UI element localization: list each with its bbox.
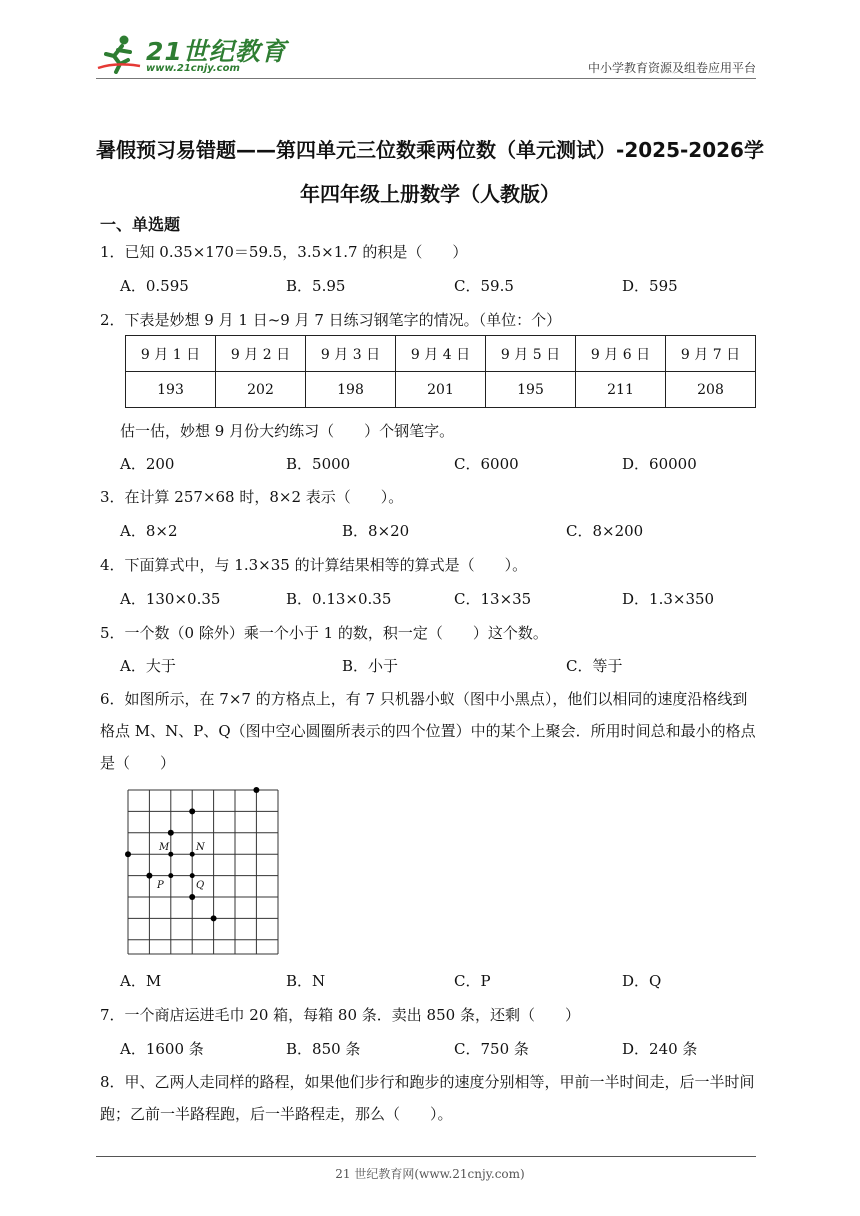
option-a: A．1600 条: [120, 1040, 204, 1058]
header-platform-text: 中小学教育资源及组卷应用平台: [587, 61, 756, 75]
table-cell: 195: [486, 372, 576, 408]
table-cell: 201: [396, 372, 486, 408]
option-b: B．8×20: [342, 522, 410, 540]
header-divider: [96, 78, 756, 79]
option-d: D．60000: [622, 455, 697, 473]
footer-divider: [96, 1156, 756, 1157]
option-c: C．13×35: [454, 590, 532, 608]
table-cell: 198: [306, 372, 396, 408]
question-8: 8．甲、乙两人走同样的路程，如果他们步行和跑步的速度分别相等，甲前一半时间走，后一半时间跑；乙前一半路程跑，后一半路程走，那么（ ）。: [100, 1073, 755, 1123]
table-header-cell: 9 月 1 日: [126, 336, 216, 372]
table-header-cell: 9 月 7 日: [666, 336, 756, 372]
label-q: Q: [196, 880, 205, 891]
option-c: C．P: [454, 972, 491, 990]
ant-dot: [253, 787, 259, 793]
question-3: 3．在计算 257×68 时，8×2 表示（ ）。: [100, 488, 404, 506]
option-a: A．200: [120, 455, 175, 473]
label-p: P: [157, 880, 164, 891]
option-d: D．240 条: [622, 1040, 698, 1058]
option-d: D．595: [622, 277, 678, 295]
option-b: B．5.95: [286, 277, 346, 295]
ant-dot: [189, 894, 195, 900]
option-c: C．等于: [566, 657, 623, 675]
label-n: N: [196, 842, 205, 853]
question-1: 1．已知 0.35×170＝59.5，3.5×1.7 的积是（ ）: [100, 243, 468, 261]
option-c: C．6000: [454, 455, 519, 473]
title-line-2: 年四年级上册数学（人教版）: [300, 182, 560, 206]
grid-lines: [128, 790, 278, 954]
question-1-options: [120, 275, 760, 297]
section-heading: 一、单选题: [100, 215, 181, 234]
table-header-cell: 9 月 4 日: [396, 336, 486, 372]
question-4: 4．下面算式中，与 1.3×35 的计算结果相等的算式是（ ）。: [100, 556, 528, 574]
lattice-figure: [120, 782, 290, 962]
table-header-cell: 9 月 2 日: [216, 336, 306, 372]
option-a: A．8×2: [120, 522, 178, 540]
ant-dot: [125, 851, 131, 857]
footer-text: 21 世纪教育网(www.21cnjy.com): [335, 1167, 525, 1181]
table-row: [126, 372, 756, 408]
option-b: B．0.13×0.35: [286, 590, 392, 608]
table-cell: 193: [126, 372, 216, 408]
option-c: C．8×200: [566, 522, 644, 540]
option-b: B．5000: [286, 455, 351, 473]
option-c: C．59.5: [454, 277, 514, 295]
table-header-cell: 9 月 6 日: [576, 336, 666, 372]
ant-dot: [211, 915, 217, 921]
ant-dot: [146, 873, 152, 879]
practice-table: [125, 335, 756, 408]
table-cell: 211: [576, 372, 666, 408]
question-3-options: [120, 520, 760, 542]
question-7: 7．一个商店运进毛巾 20 箱，每箱 80 条．卖出 850 条，还剩（ ）: [100, 1006, 580, 1024]
logo-url-text: www.21cnjy.com: [146, 63, 240, 74]
option-a: A．M: [120, 972, 162, 990]
question-6: 6．如图所示，在 7×7 的方格点上，有 7 只机器小蚁（图中小黑点），他们以相同的速度沿格线到格点 M、N、P、Q（图中空心圆圈所表示的四个位置）中的某个上聚会．所用时间总和最小的格点是（ ）: [100, 690, 756, 772]
question-5: 5．一个数（0 除外）乘一个小于 1 的数，积一定（ ）这个数。: [100, 624, 548, 642]
runner-icon: [96, 34, 144, 74]
option-c: C．750 条: [454, 1040, 529, 1058]
option-a: A．0.595: [120, 277, 189, 295]
option-b: B．小于: [342, 657, 399, 675]
table-cell: 208: [666, 372, 756, 408]
option-a: A．130×0.35: [120, 590, 221, 608]
ant-dot: [189, 808, 195, 814]
question-2-follow: 估一估，妙想 9 月份大约练习（ ）个钢笔字。: [120, 422, 455, 440]
option-a: A．大于: [120, 657, 176, 675]
option-b: B．N: [286, 972, 326, 990]
question-2: 2．下表是妙想 9 月 1 日~9 月 7 日练习钢笔字的情况。（单位：个）: [100, 311, 562, 329]
question-2-options: [120, 453, 760, 475]
ant-dot: [168, 830, 174, 836]
table-header-row: [126, 336, 756, 372]
page-title: [96, 128, 764, 216]
table-header-cell: 9 月 3 日: [306, 336, 396, 372]
option-b: B．850 条: [286, 1040, 361, 1058]
question-5-options: [120, 655, 760, 677]
label-m: M: [159, 842, 170, 853]
option-d: D．1.3×350: [622, 590, 715, 608]
option-d: D．Q: [622, 972, 662, 990]
helper-dots: [168, 852, 194, 878]
title-line-1: 暑假预习易错题——第四单元三位数乘两位数（单元测试）-2025-2026学: [96, 138, 764, 162]
question-4-options: [120, 588, 760, 610]
logo-brand-text: 21世纪教育: [146, 37, 287, 66]
table-header-cell: 9 月 5 日: [486, 336, 576, 372]
question-7-options: [120, 1038, 760, 1060]
logo: [96, 30, 287, 78]
question-6-options: [120, 970, 760, 992]
table-cell: 202: [216, 372, 306, 408]
